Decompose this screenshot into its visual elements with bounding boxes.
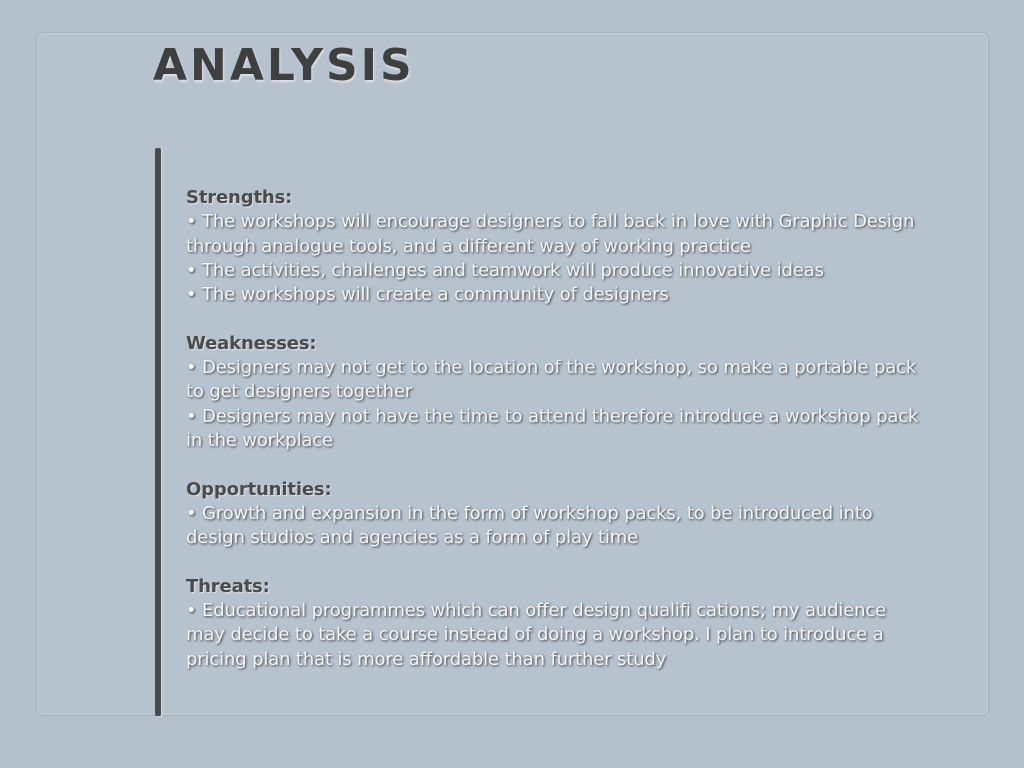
- threats-section: [186, 575, 926, 672]
- opportunity-item: • Growth and expansion in the form of workshop packs, to be introduced into design studios and agencies as a form of play time: [186, 502, 873, 549]
- strength-item: • The activities, challenges and teamwork will produce innovative ideas: [186, 259, 824, 281]
- weaknesses-section: [186, 332, 926, 453]
- strength-item: • The workshops will encourage designers to fall back in love with Graphic Design through analogue tools, and a different way of working practice: [186, 211, 915, 257]
- strengths-section: [186, 186, 926, 307]
- strengths-heading: Strengths:: [186, 187, 293, 208]
- slide-title: ANALYSIS: [153, 40, 415, 91]
- opportunities-heading: Opportunities:: [186, 478, 332, 500]
- opportunities-section: [186, 478, 926, 551]
- vertical-divider: [155, 148, 161, 716]
- strength-item: • The workshops will create a community of designers: [186, 284, 669, 306]
- threat-item: • Educational programmes which can offer design qualifi cations; my audience may decide to take a course instead of doing a workshop. I plan to introduce a pricing plan that is more affordable than further study: [186, 600, 887, 670]
- analysis-content: [186, 186, 926, 696]
- threats-heading: Threats:: [186, 575, 270, 597]
- weaknesses-heading: Weaknesses:: [186, 332, 317, 354]
- weakness-item: • Designers may not get to the location of the workshop, so make a portable pack to get designers together: [186, 357, 917, 403]
- weakness-item: • Designers may not have the time to attend therefore introduce a workshop pack in the workplace: [186, 405, 919, 451]
